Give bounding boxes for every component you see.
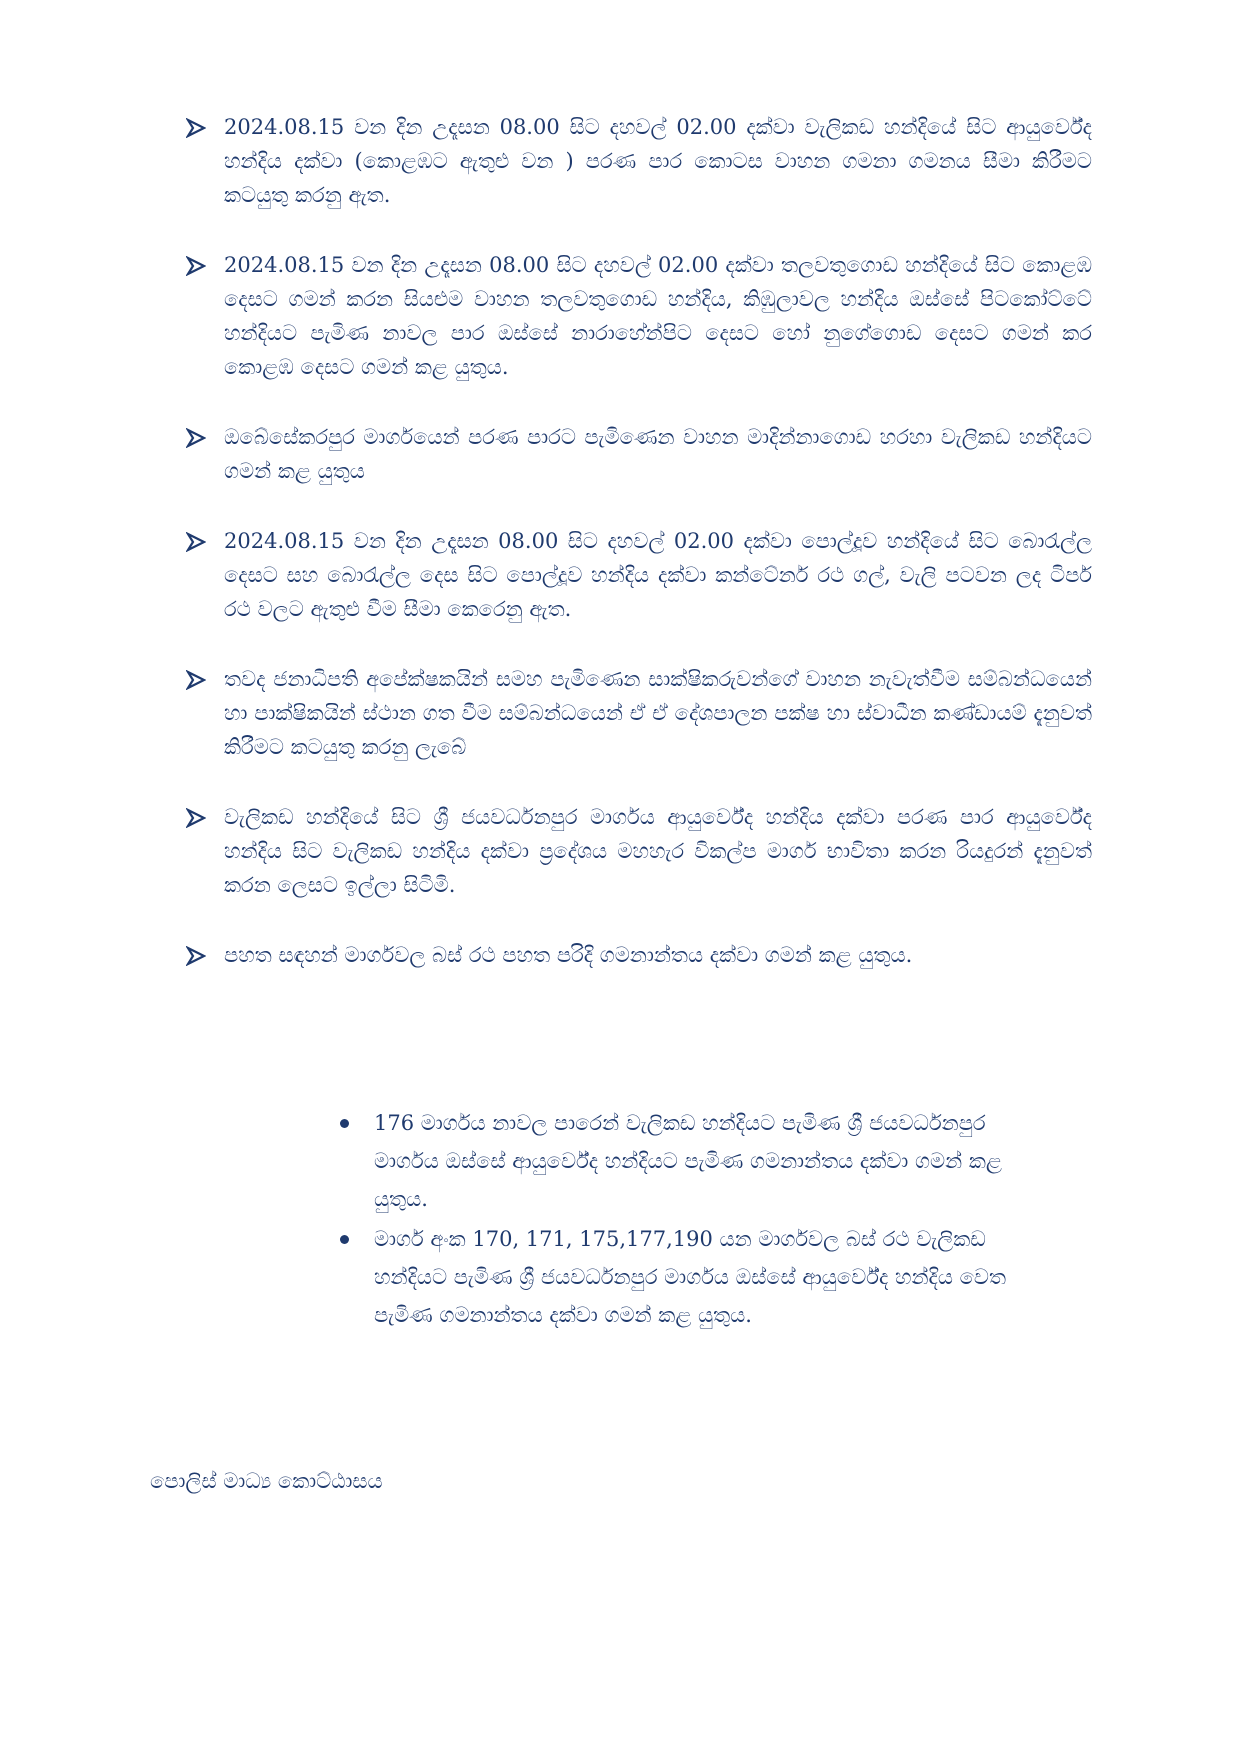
notice-item	[186, 248, 1092, 384]
arrowhead-bullet-icon	[186, 670, 206, 690]
arrowhead-bullet-icon	[186, 532, 206, 552]
notice-item	[186, 800, 1092, 902]
bus-route-text: මාර්ග අංක 170, 171, 175,177,190 යන මාර්ගවල බස් රථ වැලිකඩ හන්දියට පැමිණ ශ්‍රී ජයවර්ධනපුර මාර්ගය ඔස්සේ ආයුර්වේද හන්දිය වෙත පැමිණ ගමනාන්තය දක්වා ගමන් කළ යුතුය.	[374, 1227, 1007, 1327]
arrowhead-bullet-icon	[186, 118, 206, 138]
notice-text: වැලිකඩ හන්දියේ සිට ශ්‍රී ජයවර්ධනපුර මාර්ගය ආයුර්වේද හන්දිය දක්වා පරණ පාර ආයුර්වේද හන්දිය සිට වැලිකඩ හන්දිය දක්වා ප්‍රදේශය මහහැර විකල්ප මාර්ග භාවිතා කරන රියදුරන් දැනුවත් කරන ලෙසට ඉල්ලා සිටිමි.	[224, 805, 1092, 897]
notice-text: 2024.08.15 වන දින උදෑසන 08.00 සිට දහවල් 02.00 දක්වා තලවතුගොඩ හන්දියේ සිට කොළඹ දෙසට ගමන් කරන සියළුම වාහන තලවතුගොඩ හන්දිය, කිඹුලාවල හන්දිය ඔස්සේ පිටකෝට්ටේ හන්දියට පැමිණ නාවල පාර ඔස්සේ නාරාහේන්පිට දෙසට හෝ නුගේගොඩ දෙසට ගමන් කර කොළඹ දෙසට ගමන් කළ යුතුය.	[224, 253, 1092, 379]
notice-item	[186, 938, 1092, 972]
notice-text: තවද ජනාධිපති අපේක්ෂකයින් සමහ පැමිණෙන සාක්ෂිකරුවන්ගේ වාහන නැවැත්වීම සම්බන්ධයෙන් හා පාක්ෂිකයින් ස්ථාන ගත වීම සම්බන්ධයෙන් ඒ ඒ දේශපාලන පක්ෂ හා ස්වාධීන කණ්ඩායම් දැනුවත් කිරීමට කටයුතු කරනු ලැබේ	[224, 667, 1092, 759]
notice-text: 2024.08.15 වන දින උදෑසන 08.00 සිට දහවල් 02.00 දක්වා වැලිකඩ හන්දියේ සිට ආයුර්වේද හන්දිය දක්වා (කොළඹට ඇතුළු වන ) පරණ පාර කොටස වාහන ගමනා ගමනය සීමා කිරීමට කටයුතු කරනු ඇත.	[224, 115, 1092, 207]
notice-item	[186, 110, 1092, 212]
notice-item	[186, 524, 1092, 626]
arrowhead-bullet-icon	[186, 256, 206, 276]
notice-text: 2024.08.15 වන දින උදෑසන 08.00 සිට දහවල් 02.00 දක්වා පොල්දූව හන්දියේ සිට බොරැල්ල දෙසට සහ බොරැල්ල දෙස සිට පොල්දූව හන්දිය දක්වා කන්ටේනර් රථ ගල්, වැලි පටවන ලද ටිපර් රථ වලට ඇතුළු වීම සීමා කෙරෙනු ඇත.	[224, 529, 1092, 621]
arrowhead-bullet-icon	[186, 808, 206, 828]
round-bullet-icon	[340, 1235, 349, 1244]
round-bullet-icon	[340, 1119, 349, 1128]
notice-text: පහත සඳහන් මාර්ගවල බස් රථ පහත පරිදි ගමනාන්තය දක්වා ගමන් කළ යුතුය.	[224, 943, 913, 967]
notice-item	[186, 420, 1092, 488]
notice-text: ඔබේසේකරපුර මාර්ගයෙන් පරණ පාරට පැමිණෙන වාහන මාදින්නාගොඩ හරහා වැලිකඩ හන්දියට ගමන් කළ යුතුය	[224, 425, 1092, 483]
bus-route-item	[336, 1220, 1056, 1334]
arrowhead-bullet-icon	[186, 428, 206, 448]
arrowhead-bullet-icon	[186, 946, 206, 966]
bus-route-list	[336, 1104, 1056, 1336]
notice-item	[186, 662, 1092, 764]
issuer-signature: පොලිස් මාධ්‍ය කොට්ඨාසය	[150, 1469, 383, 1493]
bus-route-text: 176 මාර්ගය නාවල පාරෙන් වැලිකඩ හන්දියට පැමිණ ශ්‍රී ජයවර්ධනපුර මාර්ගය ඔස්සේ ආයුර්වේද හන්දියට පැමිණ ගමනාන්තය දක්වා ගමන් කළ යුතුය.	[374, 1111, 1002, 1211]
bus-route-item	[336, 1104, 1056, 1218]
notice-list	[186, 110, 1092, 1008]
